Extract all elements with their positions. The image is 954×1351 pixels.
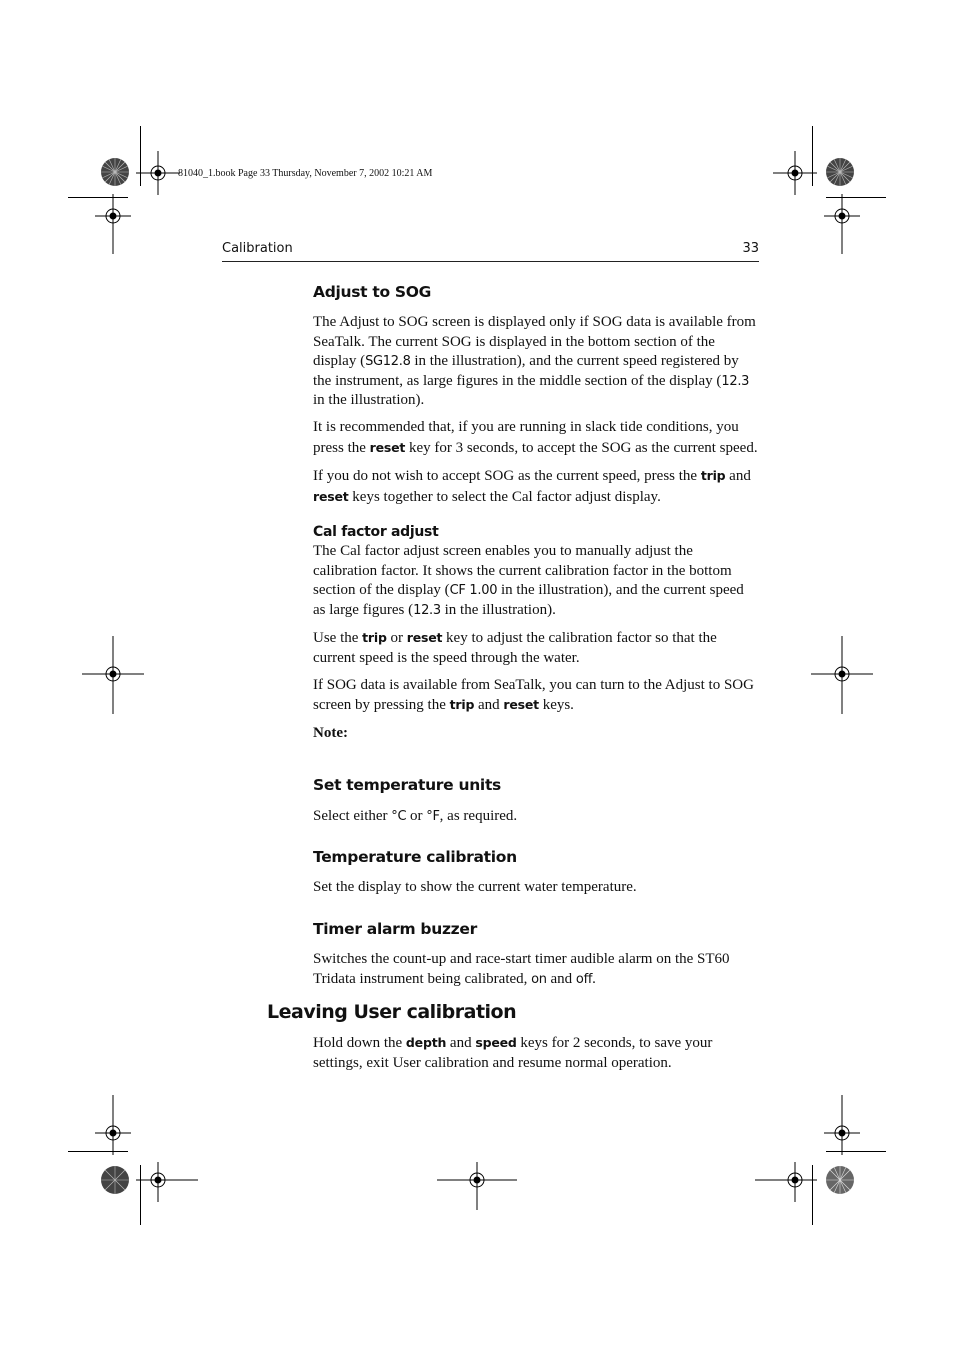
registration-crosshair bbox=[820, 194, 864, 254]
registration-crosshair bbox=[91, 1095, 135, 1155]
registration-crosshair bbox=[811, 636, 873, 714]
section-title: Calibration bbox=[222, 241, 293, 256]
key-name: reset bbox=[503, 697, 539, 713]
print-slug: 81040_1.book Page 33 Thursday, November 7, 2002 10:21 AM bbox=[178, 168, 433, 179]
color-registration-mark bbox=[825, 1165, 855, 1195]
heading-set-temperature-units: Set temperature units bbox=[313, 776, 501, 795]
display-value: on bbox=[531, 971, 547, 987]
registration-crosshair bbox=[136, 151, 180, 195]
key-name: trip bbox=[362, 630, 387, 646]
heading-adjust-to-sog: Adjust to SOG bbox=[313, 283, 432, 301]
display-value: SG12.8 bbox=[365, 354, 411, 370]
color-registration-mark bbox=[100, 1165, 130, 1195]
key-name: depth bbox=[405, 1035, 447, 1051]
heading-cal-factor-adjust: Cal factor adjust bbox=[313, 524, 439, 541]
paragraph: The Adjust to SOG screen is displayed only if SOG data is available from SeaTalk. The current SOG is displayed in the bottom section of the display (SG12.8 in the illustration), and the current speed registered by the instrument, as large figures in the middle section of the display (12.3 in the illustration). bbox=[313, 314, 756, 409]
key-name: reset bbox=[369, 439, 406, 455]
registration-crosshair bbox=[755, 1158, 817, 1202]
paragraph: If you do not wish to accept SOG as the current speed, press the trip and reset keys together to select the Cal factor adjust display. bbox=[313, 468, 751, 505]
registration-crosshair bbox=[91, 194, 135, 254]
page-number: 33 bbox=[742, 241, 759, 256]
display-value: 12.3 bbox=[413, 602, 441, 618]
key-name: trip bbox=[449, 697, 475, 713]
key-name: speed bbox=[475, 1035, 517, 1051]
paragraph: Use the trip or reset key to adjust the calibration factor so that the current speed is the speed through the water. bbox=[313, 630, 717, 666]
paragraph: Switches the count-up and race-start timer audible alarm on the ST60 Tridata instrument being calibrated, on and off. bbox=[313, 951, 730, 987]
key-name: reset bbox=[313, 488, 349, 504]
paragraph: Select either °C or °F, as required. bbox=[313, 807, 518, 824]
paragraph: If SOG data is available from SeaTalk, you can turn to the Adjust to SOG screen by pressing the trip and reset keys. bbox=[313, 676, 754, 714]
color-registration-mark bbox=[825, 157, 855, 187]
registration-crosshair bbox=[82, 636, 144, 714]
registration-crosshair bbox=[437, 1158, 517, 1210]
heading-leaving-user-calibration: Leaving User calibration bbox=[267, 1000, 517, 1023]
color-registration-mark bbox=[100, 157, 130, 187]
note-label: Note: bbox=[313, 724, 348, 741]
display-value: °C bbox=[391, 808, 407, 824]
display-value: °F bbox=[426, 808, 440, 824]
running-header bbox=[222, 240, 759, 262]
key-name: trip bbox=[700, 468, 726, 484]
key-name: reset bbox=[406, 630, 443, 646]
paragraph: Set the display to show the current water temperature. bbox=[313, 879, 637, 896]
heading-temperature-calibration: Temperature calibration bbox=[313, 847, 517, 866]
page-body bbox=[267, 283, 759, 1081]
display-value: off bbox=[575, 971, 593, 987]
paragraph: The Cal factor adjust screen enables you to manually adjust the calibration factor. It shows the current calibration factor in the bottom section of the display (CF 1.00 in the illustration), and the current speed as large figures (12.3 in the illustration). bbox=[313, 543, 744, 618]
registration-crosshair bbox=[773, 151, 817, 195]
registration-crosshair bbox=[820, 1095, 864, 1155]
paragraph: Hold down the depth and speed keys for 2 seconds, to save your settings, exit User calibration and resume normal operation. bbox=[313, 1035, 713, 1071]
paragraph: It is recommended that, if you are running in slack tide conditions, you press the reset key for 3 seconds, to accept the SOG as the current speed. bbox=[313, 419, 758, 456]
display-value: CF 1.00 bbox=[449, 583, 498, 599]
registration-crosshair bbox=[136, 1158, 198, 1202]
display-value: 12.3 bbox=[721, 373, 750, 389]
heading-timer-alarm-buzzer: Timer alarm buzzer bbox=[313, 919, 477, 938]
